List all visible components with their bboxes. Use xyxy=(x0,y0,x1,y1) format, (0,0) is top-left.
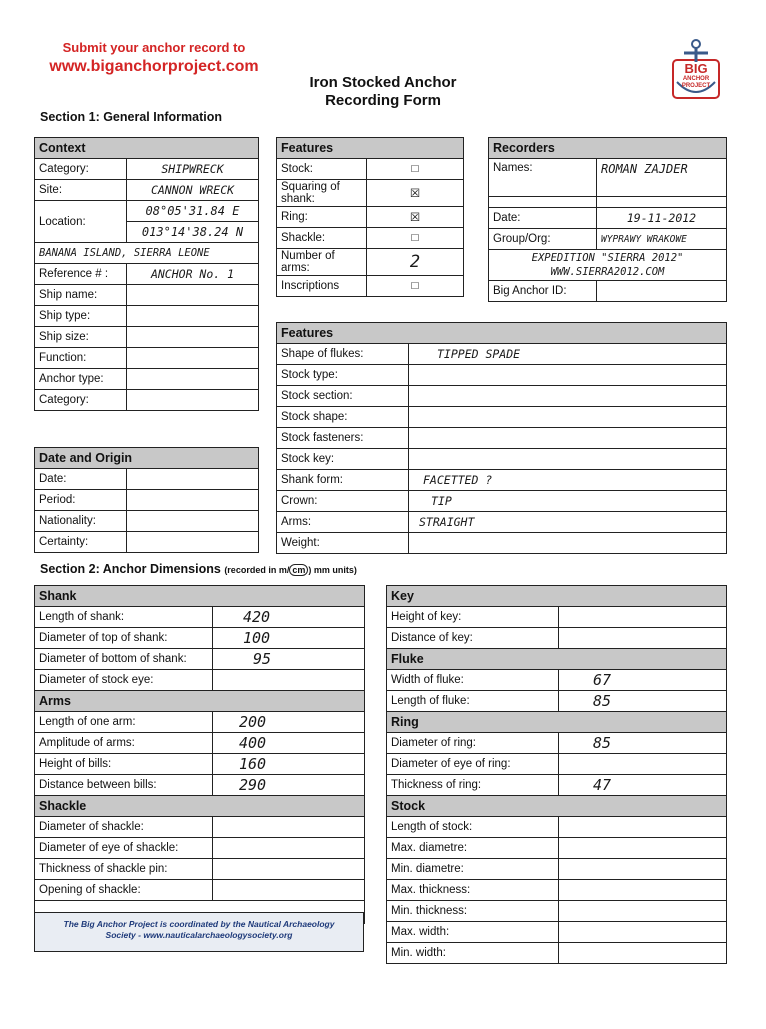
diam-top-label: Diameter of top of shank: xyxy=(35,628,213,649)
stock-type-label: Stock type: xyxy=(277,365,409,386)
amplitude-label: Amplitude of arms: xyxy=(35,733,213,754)
diam-ring-label: Diameter of ring: xyxy=(387,733,559,754)
shackle-checkbox[interactable]: □ xyxy=(367,228,464,249)
ship-size-label: Ship size: xyxy=(35,327,127,348)
date-field[interactable]: 19-11-2012 xyxy=(597,208,727,229)
squaring-checkbox[interactable]: ☒ xyxy=(367,180,464,207)
ship-type-field[interactable] xyxy=(127,306,259,327)
logo-word-big: BIG xyxy=(684,61,708,76)
height-key-field[interactable] xyxy=(559,607,727,628)
stock-checkbox[interactable]: □ xyxy=(367,159,464,180)
length-fluke-label: Length of fluke: xyxy=(387,691,559,712)
footer-line-1: The Big Anchor Project is coordinated by the Nautical Archaeology xyxy=(63,919,335,929)
features-desc-heading: Features xyxy=(277,323,727,344)
length-arm-label: Length of one arm: xyxy=(35,712,213,733)
stock-type-field[interactable] xyxy=(409,365,727,386)
arms-heading: Arms xyxy=(35,691,365,712)
thickness-pin-label: Thickness of shackle pin: xyxy=(35,859,213,880)
max-thick-field[interactable] xyxy=(559,880,727,901)
names-field[interactable]: ROMAN ZAJDER xyxy=(597,159,727,197)
ship-type-label: Ship type: xyxy=(35,306,127,327)
diam-bottom-label: Diameter of bottom of shank: xyxy=(35,649,213,670)
squaring-label: Squaring of shank: xyxy=(277,180,367,207)
location-extra-field[interactable]: BANANA ISLAND, SIERRA LEONE xyxy=(35,243,259,264)
min-width-field[interactable] xyxy=(559,943,727,964)
stock-key-field[interactable] xyxy=(409,449,727,470)
fluke-heading: Fluke xyxy=(387,649,727,670)
features-heading: Features xyxy=(277,138,464,159)
shank-form-field[interactable]: FACETTED ? xyxy=(409,470,727,491)
crown-field[interactable]: TIP xyxy=(409,491,727,512)
title-line-1: Iron Stocked Anchor xyxy=(309,74,457,91)
diam-eye-label: Diameter of stock eye: xyxy=(35,670,213,691)
stock-section-field[interactable] xyxy=(409,386,727,407)
expedition-line-2: WWW.SIERRA2012.COM xyxy=(550,266,665,278)
stock-fasteners-label: Stock fasteners: xyxy=(277,428,409,449)
shank-form-label: Shank form: xyxy=(277,470,409,491)
shackle-heading: Shackle xyxy=(35,796,365,817)
certainty-field[interactable] xyxy=(127,532,259,553)
ship-size-field[interactable] xyxy=(127,327,259,348)
nationality-field[interactable] xyxy=(127,511,259,532)
left-dimensions-table xyxy=(34,585,365,924)
crown-label: Crown: xyxy=(277,491,409,512)
anchor-type-label: Anchor type: xyxy=(35,369,127,390)
height-bills-label: Height of bills: xyxy=(35,754,213,775)
max-diam-label: Max. diametre: xyxy=(387,838,559,859)
weight-label: Weight: xyxy=(277,533,409,554)
length-stock-field[interactable] xyxy=(559,817,727,838)
ring-label: Ring: xyxy=(277,207,367,228)
height-bills-field[interactable]: 160 xyxy=(213,754,365,775)
category-field[interactable]: SHIPWRECK xyxy=(127,159,259,180)
big-anchor-id-field[interactable] xyxy=(597,281,727,302)
width-fluke-field[interactable]: 67 xyxy=(559,670,727,691)
site-field[interactable]: CANNON WRECK xyxy=(127,180,259,201)
project-url[interactable]: www.biganchorproject.com xyxy=(49,58,259,75)
length-stock-label: Length of stock: xyxy=(387,817,559,838)
diam-shackle-label: Diameter of shackle: xyxy=(35,817,213,838)
stock-heading: Stock xyxy=(387,796,727,817)
min-width-label: Min. width: xyxy=(387,943,559,964)
big-anchor-id-label: Big Anchor ID: xyxy=(489,281,597,302)
thickness-ring-field[interactable]: 47 xyxy=(559,775,727,796)
expedition-line-1: EXPEDITION "SIERRA 2012" xyxy=(531,252,684,264)
opening-label: Opening of shackle: xyxy=(35,880,213,901)
submit-line: Submit your anchor record to xyxy=(62,40,246,55)
distance-key-field[interactable] xyxy=(559,628,727,649)
arms-count-field[interactable]: 2 xyxy=(367,249,464,276)
ring-checkbox[interactable]: ☒ xyxy=(367,207,464,228)
diam-eye-field[interactable] xyxy=(213,670,365,691)
min-diam-field[interactable] xyxy=(559,859,727,880)
diam-shackle-field[interactable] xyxy=(213,817,365,838)
reference-label: Reference # : xyxy=(35,264,127,285)
height-key-label: Height of key: xyxy=(387,607,559,628)
group-field[interactable]: WYPRAWY WRAKOWE xyxy=(597,229,727,250)
origin-date-label: Date: xyxy=(35,469,127,490)
diam-eye-ring-field[interactable] xyxy=(559,754,727,775)
location-field-2[interactable]: 013°14'38.24 N xyxy=(127,222,259,243)
function-field[interactable] xyxy=(127,348,259,369)
category2-label: Category: xyxy=(35,390,127,411)
nationality-label: Nationality: xyxy=(35,511,127,532)
logo-word-anchor: ANCHOR xyxy=(682,76,710,82)
names-label-spacer xyxy=(489,197,597,208)
stock-shape-label: Stock shape: xyxy=(277,407,409,428)
ship-name-label: Ship name: xyxy=(35,285,127,306)
date-origin-table xyxy=(34,447,259,553)
diam-eye-shackle-field[interactable] xyxy=(213,838,365,859)
diam-eye-ring-label: Diameter of eye of ring: xyxy=(387,754,559,775)
context-heading: Context xyxy=(35,138,259,159)
amplitude-field[interactable]: 400 xyxy=(213,733,365,754)
recorders-table xyxy=(488,137,727,302)
category2-field[interactable] xyxy=(127,390,259,411)
expedition-field[interactable] xyxy=(489,250,727,281)
logo-word-project: PROJECT xyxy=(681,83,711,89)
names-label: Names: xyxy=(489,159,597,197)
max-diam-field[interactable] xyxy=(559,838,727,859)
weight-field[interactable] xyxy=(409,533,727,554)
right-dimensions-table xyxy=(386,585,727,964)
arms-form-label: Arms: xyxy=(277,512,409,533)
page-title xyxy=(270,74,496,110)
context-table xyxy=(34,137,259,411)
date-origin-heading: Date and Origin xyxy=(35,448,259,469)
stock-fasteners-field[interactable] xyxy=(409,428,727,449)
features-check-table xyxy=(276,137,464,297)
inscriptions-label: Inscriptions xyxy=(277,276,367,297)
names-field-spacer xyxy=(597,197,727,208)
title-line-2: Recording Form xyxy=(325,92,441,109)
opening-field[interactable] xyxy=(213,880,365,901)
distance-bills-label: Distance between bills: xyxy=(35,775,213,796)
diam-ring-field[interactable]: 85 xyxy=(559,733,727,754)
thickness-ring-label: Thickness of ring: xyxy=(387,775,559,796)
width-fluke-label: Width of fluke: xyxy=(387,670,559,691)
length-fluke-field[interactable]: 85 xyxy=(559,691,727,712)
inscriptions-checkbox[interactable]: □ xyxy=(367,276,464,297)
certainty-label: Certainty: xyxy=(35,532,127,553)
stock-shape-field[interactable] xyxy=(409,407,727,428)
max-width-label: Max. width: xyxy=(387,922,559,943)
diam-eye-shackle-label: Diameter of eye of shackle: xyxy=(35,838,213,859)
section-1-title: Section 1: General Information xyxy=(40,110,222,124)
period-label: Period: xyxy=(35,490,127,511)
max-width-field[interactable] xyxy=(559,922,727,943)
stock-label: Stock: xyxy=(277,159,367,180)
period-field[interactable] xyxy=(127,490,259,511)
site-label: Site: xyxy=(35,180,127,201)
features-desc-table xyxy=(276,322,727,554)
shackle-label: Shackle: xyxy=(277,228,367,249)
units-cm-circle: cm xyxy=(289,564,308,576)
thickness-pin-field[interactable] xyxy=(213,859,365,880)
stock-key-label: Stock key: xyxy=(277,449,409,470)
footer-note xyxy=(34,912,364,952)
key-heading: Key xyxy=(387,586,727,607)
big-anchor-logo xyxy=(671,38,721,100)
diam-top-field[interactable]: 100 xyxy=(213,628,365,649)
ship-name-field[interactable] xyxy=(127,285,259,306)
length-shank-field[interactable]: 420 xyxy=(213,607,365,628)
section-2-title xyxy=(40,562,357,576)
group-label: Group/Org: xyxy=(489,229,597,250)
shank-heading: Shank xyxy=(35,586,365,607)
min-diam-label: Min. diametre: xyxy=(387,859,559,880)
origin-date-field[interactable] xyxy=(127,469,259,490)
function-label: Function: xyxy=(35,348,127,369)
length-arm-field[interactable]: 200 xyxy=(213,712,365,733)
location-field-1[interactable]: 08°05'31.84 E xyxy=(127,201,259,222)
arms-count-label: Number of arms: xyxy=(277,249,367,276)
diam-bottom-field[interactable]: 95 xyxy=(213,649,365,670)
location-label: Location: xyxy=(35,201,127,243)
min-thick-field[interactable] xyxy=(559,901,727,922)
distance-bills-field[interactable]: 290 xyxy=(213,775,365,796)
date-label: Date: xyxy=(489,208,597,229)
footer-line-2: Society - www.nauticalarchaeologysociety.org xyxy=(105,930,293,940)
shape-flukes-label: Shape of flukes: xyxy=(277,344,409,365)
section-2-heading: Section 2: Anchor Dimensions xyxy=(40,562,221,576)
length-shank-label: Length of shank: xyxy=(35,607,213,628)
shape-flukes-field[interactable]: TIPPED SPADE xyxy=(409,344,727,365)
stock-section-label: Stock section: xyxy=(277,386,409,407)
recorders-heading: Recorders xyxy=(489,138,727,159)
arms-form-field[interactable]: STRAIGHT xyxy=(409,512,727,533)
min-thick-label: Min. thickness: xyxy=(387,901,559,922)
max-thick-label: Max. thickness: xyxy=(387,880,559,901)
anchor-type-field[interactable] xyxy=(127,369,259,390)
reference-field[interactable]: ANCHOR No. 1 xyxy=(127,264,259,285)
ring-heading: Ring xyxy=(387,712,727,733)
distance-key-label: Distance of key: xyxy=(387,628,559,649)
category-label: Category: xyxy=(35,159,127,180)
units-note: (recorded in m/ cm ) mm units) xyxy=(224,565,357,575)
